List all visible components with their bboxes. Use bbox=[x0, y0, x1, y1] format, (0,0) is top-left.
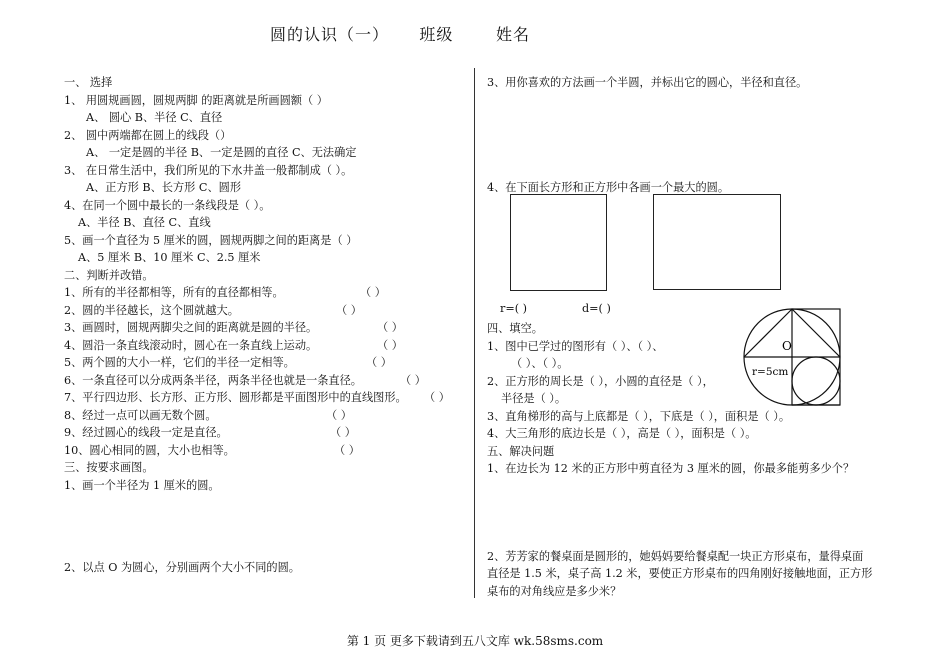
draw-task-2: 2、以点 O 为圆心，分别画两个大小不同的圆。 bbox=[64, 561, 300, 574]
triangle-right-edge bbox=[792, 309, 840, 357]
small-circle bbox=[792, 357, 840, 405]
judge-item bbox=[64, 407, 464, 425]
judge-text: 3、画圆时，圆规两脚尖之间的距离就是圆的半径。 bbox=[64, 321, 318, 334]
draw-task-1: 1、画一个半径为 1 厘米的圆。 bbox=[64, 478, 220, 492]
judge-item bbox=[64, 337, 464, 355]
geometry-figure bbox=[738, 300, 858, 410]
answer-space bbox=[487, 478, 927, 548]
judge-text: 8、经过一点可以画无数个圆。 bbox=[64, 408, 217, 422]
judge-text: 5、两个圆的大小一样，它们的半径一定相等。 bbox=[64, 356, 295, 369]
judge-answer-paren: （ ） bbox=[336, 303, 362, 317]
judge-item bbox=[64, 424, 464, 442]
fill-q4: 4、大三角形的底边长是（ ），高是（ ），面积是（ ）。 bbox=[487, 427, 757, 440]
diameter-answer-label: d=( ) bbox=[582, 302, 611, 315]
judge-item bbox=[64, 319, 464, 337]
judge-text: 9、经过圆心的线段一定是直径。 bbox=[64, 426, 228, 439]
judge-item bbox=[64, 372, 464, 390]
choice-q4: 4、在同一个圆中最长的一条线段是（ ）。 bbox=[64, 198, 271, 212]
judge-answer-paren: （ ） bbox=[400, 373, 426, 387]
solve-q2-line3: 桌布的对角线应是多少米？ bbox=[487, 584, 622, 598]
judge-item bbox=[64, 284, 464, 302]
fill-section bbox=[487, 320, 927, 600]
judge-answer-paren: （ ） bbox=[334, 443, 360, 457]
fill-q1-line1: 1、图中已学过的图形有（ ）、（ ）、 bbox=[487, 339, 664, 353]
choice-q2-options: A、 一定是圆的半径 B、一定是圆的直径 C、无法确定 bbox=[86, 146, 357, 159]
section-2-title: 二、判断并改错。 bbox=[64, 268, 154, 282]
judge-text: 4、圆沿一条直线滚动时，圆心在一条直线上运动。 bbox=[64, 338, 318, 352]
judge-item bbox=[64, 389, 464, 407]
fill-q1-line2: （ ）、（ ）。 bbox=[511, 357, 569, 370]
judge-text: 1、所有的半径都相等，所有的直径都相等。 bbox=[64, 286, 284, 299]
judge-answer-paren: （ ） bbox=[377, 321, 403, 334]
judge-answer-paren: （ ） bbox=[366, 356, 392, 369]
draw-space bbox=[64, 494, 464, 559]
right-column bbox=[487, 74, 907, 196]
title-text: 圆的认识（一） bbox=[269, 25, 389, 44]
section-5-title: 五、解决问题 bbox=[487, 444, 555, 458]
choice-q2: 2、 圆中两端都在圆上的线段（） bbox=[64, 128, 232, 142]
judge-answer-paren: （ ） bbox=[424, 391, 450, 404]
page-footer: 第 1 页 更多下载请到五八文库 wk.58sms.com bbox=[346, 634, 604, 648]
fill-q2-line1: 2、正方形的周长是（ ），小圆的直径是（ ）， bbox=[487, 374, 714, 388]
section-3-title: 三、按要求画图。 bbox=[64, 461, 154, 474]
radius-label: r=5cm bbox=[752, 366, 789, 378]
page-title bbox=[0, 22, 800, 45]
center-label: O bbox=[782, 339, 792, 353]
judge-text: 2、圆的半径越长，这个圆就越大。 bbox=[64, 303, 239, 317]
judge-answer-paren: （ ） bbox=[330, 426, 356, 439]
solve-q1: 1、在边长为 12 米的正方形中剪直径为 3 厘米的圆，你最多能剪多少个？ bbox=[487, 462, 855, 475]
name-label: 姓名 bbox=[496, 25, 531, 44]
judge-text: 7、平行四边形、长方形、正方形、圆形都是平面图形中的直线图形。 bbox=[64, 391, 407, 404]
judge-answer-paren: （ ） bbox=[360, 286, 386, 299]
choice-q1: 1、 用圆规画圆，圆规两脚 的距离就是所画圆额（ ） bbox=[64, 93, 328, 107]
judge-text: 10、圆心相同的圆，大小也相等。 bbox=[64, 443, 235, 457]
draw-task-3: 3、用你喜欢的方法画一个半圆，并标出它的圆心，半径和直径。 bbox=[487, 76, 808, 89]
left-column bbox=[64, 74, 464, 577]
judge-text: 6、一条直径可以分成两条半径，两条半径也就是一条直径。 bbox=[64, 373, 362, 387]
solve-q2-line2: 直径是 1.5 米，桌子高 1.2 米，要使正方形桌布的四角刚好接触地面，正方形 bbox=[487, 567, 873, 580]
draw-task-4: 4、在下面长方形和正方形中各画一个最大的圆。 bbox=[487, 180, 730, 194]
fill-q2-line2: 半径是（ ）。 bbox=[501, 392, 567, 405]
judge-answer-paren: （ ） bbox=[377, 338, 403, 352]
judge-item bbox=[64, 302, 464, 320]
choice-q3: 3、 在日常生活中，我们所见的下水井盖一般都制成（ ）。 bbox=[64, 163, 353, 177]
solve-q2-line1: 2、芳芳家的餐桌面是圆形的，她妈妈要给餐桌配一块正方形桌布，量得桌面 bbox=[487, 549, 864, 563]
section-1-title: 一、 选择 bbox=[64, 76, 113, 89]
choice-q3-options: A、正方形 B、长方形 C、圆形 bbox=[86, 181, 242, 194]
choice-q1-options: A、 圆心 B、半径 C、直径 bbox=[86, 111, 223, 124]
rectangle-frame bbox=[653, 194, 781, 290]
judge-item bbox=[64, 354, 464, 372]
section-4-title: 四、填空。 bbox=[487, 322, 543, 335]
judge-answer-paren: （ ） bbox=[326, 408, 352, 422]
class-label: 班级 bbox=[419, 25, 454, 44]
choice-q5: 5、画一个直径为 5 厘米的圆，圆规两脚之间的距离是（ ） bbox=[64, 233, 358, 247]
radius-answer-label: r=( ) bbox=[500, 302, 528, 315]
judge-item bbox=[64, 442, 464, 460]
draw-space bbox=[487, 92, 907, 179]
choice-q4-options: A、半径 B、直径 C、直线 bbox=[78, 216, 211, 229]
column-divider bbox=[474, 68, 475, 598]
square-frame bbox=[510, 194, 607, 291]
fill-q3: 3、直角梯形的高与上底都是（ ），下底是（ ），面积是（ ）。 bbox=[487, 409, 791, 423]
choice-q5-options: A、5 厘米 B、10 厘米 C、2.5 厘米 bbox=[78, 251, 261, 264]
